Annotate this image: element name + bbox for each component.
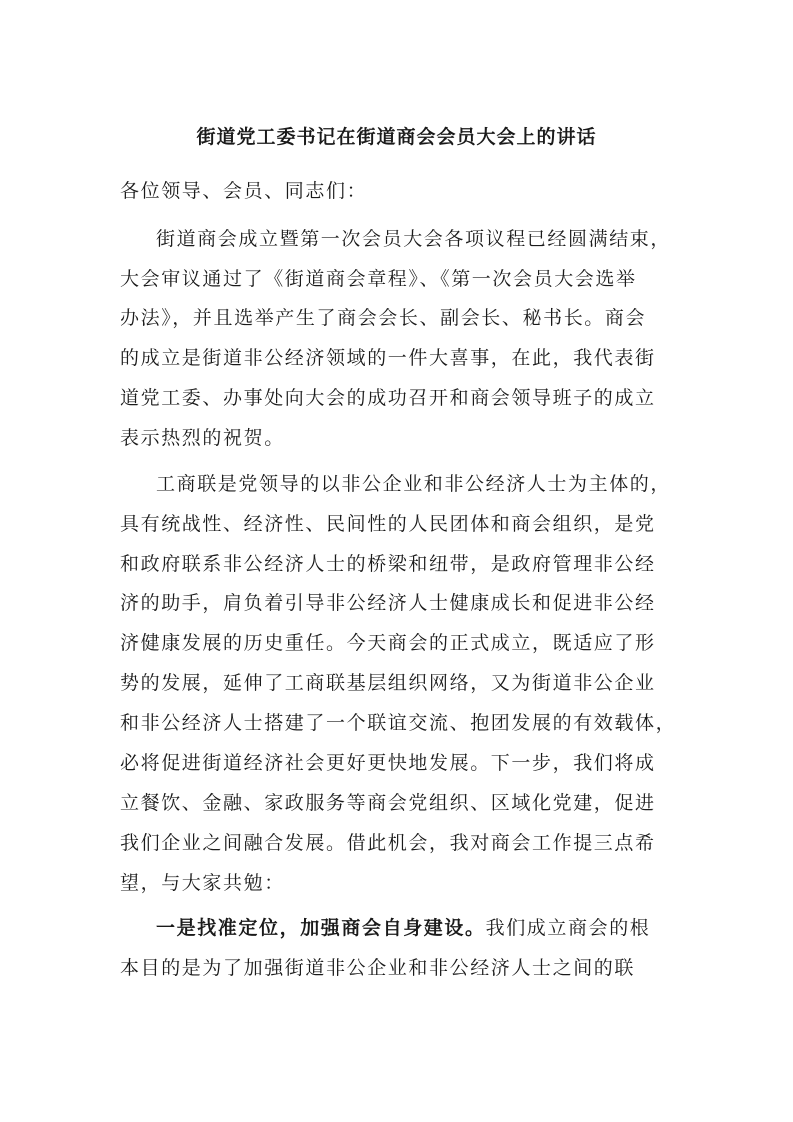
- paragraph-2-line-7: 和非公经济人士搭建了一个联谊交流、抱团发展的有效载体，: [120, 712, 677, 734]
- paragraph-1-line-1: 街道商会成立暨第一次会员大会各项议程已经圆满结束，: [156, 228, 672, 250]
- paragraph-2-line-11: 望，与大家共勉：: [120, 872, 285, 894]
- paragraph-3-first-line-rest: 我们成立商会的根: [485, 917, 651, 939]
- paragraph-1-line-6: 表示热烈的祝贺。: [120, 427, 285, 449]
- document-title: 街道党工委书记在街道商会会员大会上的讲话: [196, 126, 597, 148]
- paragraph-2-line-1: 工商联是党领导的以非公企业和非公经济人士为主体的，: [156, 473, 672, 495]
- paragraph-2-line-3: 和政府联系非公经济人士的桥梁和纽带，是政府管理非公经: [120, 553, 656, 575]
- paragraph-3-line-1: [156, 913, 650, 940]
- paragraph-1-line-4: 的成立是街道非公经济领域的一件大喜事，在此，我代表街: [120, 347, 656, 369]
- paragraph-2-line-4: 济的助手，肩负着引导非公经济人士健康成长和促进非公经: [120, 592, 656, 614]
- paragraph-1-line-2: 大会审议通过了《街道商会章程》、《第一次会员大会选举: [120, 268, 637, 290]
- paragraph-2-line-6: 势的发展，延伸了工商联基层组织网络，又为街道非公企业: [120, 672, 656, 694]
- paragraph-2-line-10: 我们企业之间融合发展。借此机会，我对商会工作提三点希: [120, 832, 656, 854]
- salutation: 各位领导、会员、同志们：: [120, 180, 368, 202]
- paragraph-1-line-3: 办法》，并且选举产生了商会会长、副会长、秘书长。商会: [120, 307, 647, 329]
- paragraph-3-line-2: 本目的是为了加强街道非公企业和非公经济人士之间的联: [120, 957, 636, 979]
- paragraph-3-lead-heading: 一是找准定位，加强商会自身建设。: [156, 917, 486, 939]
- paragraph-2-line-8: 必将促进街道经济社会更好更快地发展。下一步，我们将成: [120, 752, 656, 774]
- paragraph-1-line-5: 道党工委、办事处向大会的成功召开和商会领导班子的成立: [120, 387, 656, 409]
- paragraph-2-line-5: 济健康发展的历史重任。今天商会的正式成立，既适应了形: [120, 632, 656, 654]
- paragraph-2-line-9: 立餐饮、金融、家政服务等商会党组织、区域化党建，促进: [120, 792, 656, 814]
- paragraph-2-line-2: 具有统战性、经济性、民间性的人民团体和商会组织，是党: [120, 513, 656, 535]
